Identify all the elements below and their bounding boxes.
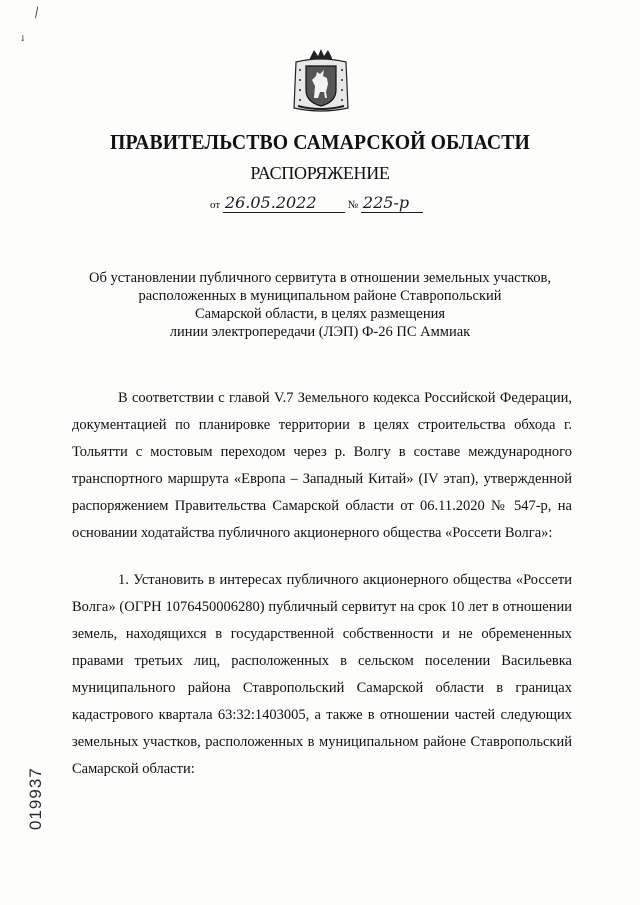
side-registration-number: 019937 [26, 767, 45, 830]
number-label: № [347, 199, 359, 211]
document-subject [70, 269, 570, 341]
scan-pen-mark: ✓ [17, 32, 30, 46]
subject-line: Об установлении публичного сервитута в отношении земельных участков, [89, 270, 551, 286]
body-paragraph-1: В соответствии с главой V.7 Земельного кодекса Российской Федерации, документацией по планировке территории в целях строительства обхода г. Тольятти с мостовым переходом через р. Волгу в составе международного транспортного маршрута «Европа – Западный Китай» (IV этап), утвержденной распоряжением Правительства Самарской области от 06.11.2020 № 547-р, на основании ходатайства публичного акционерного общества «Россети Волга»: [72, 390, 572, 541]
scan-pen-mark: ⁄ [33, 6, 41, 21]
samara-coat-of-arms-icon [290, 48, 352, 114]
subject-line: расположенных в муниципальном районе Ставропольский [138, 288, 502, 304]
government-title: ПРАВИТЕЛЬСТВО САМАРСКОЙ ОБЛАСТИ [110, 130, 530, 154]
date-number-line [210, 193, 423, 213]
document-type: РАСПОРЯЖЕНИЕ [250, 163, 390, 183]
subject-line: линии электропередачи (ЛЭП) Ф-26 ПС Аммиак [169, 324, 471, 340]
body-paragraph-2: 1. Установить в интересах публичного акционерного общества «Россети Волга» (ОГРН 1076450006280) публичный сервитут на срок 10 лет в отношении земель, находящихся в государственной собственности и не обремененных правами третьих лиц, расположенных в сельском поселении Васильевка муниципального района Ставропольский Самарской области в границах кадастрового квартала 63:32:1403005, а также в отношении частей следующих земельных участков, расположенных в муниципальном районе Ставропольский Самарской области: [72, 572, 572, 777]
document-date: 26.05.2022 [223, 193, 345, 213]
date-from-label: от [210, 199, 221, 211]
subject-line: Самарской области, в целях размещения [194, 306, 446, 322]
document-number: 225-р [361, 193, 423, 213]
